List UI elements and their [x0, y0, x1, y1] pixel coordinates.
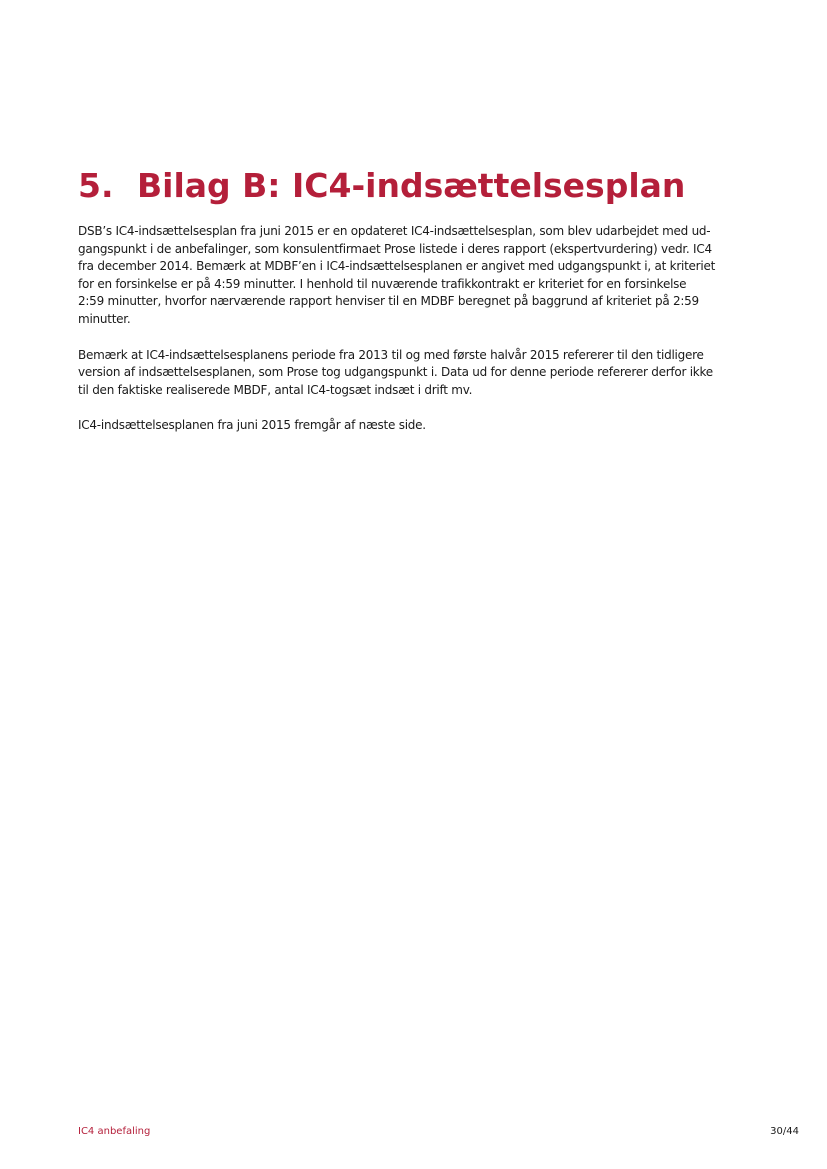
footer-page-number: 30/44: [770, 1126, 799, 1137]
text-line: DSB’s IC4-indsættelsesplan fra juni 2015 er en opdateret IC4-indsættelsesplan, som blev udarbejdet med ud-: [78, 224, 711, 238]
paragraph-1: [78, 223, 746, 329]
section-title: Bilag B: IC4-indsættelsesplan: [137, 166, 686, 205]
text-line: version af indsættelsesplanen, som Prose tog udgangspunkt i. Data ud for denne periode refererer derfor ikke: [78, 365, 713, 380]
text-line: 2:59 minutter, hvorfor nærværende rapport henviser til en MDBF beregnet på baggrund af kriteriet på 2:59: [78, 294, 699, 309]
text-line: til den faktiske realiserede MBDF, antal IC4-togsæt indsæt i drift mv.: [78, 382, 473, 397]
footer-document-title: IC4 anbefaling: [78, 1126, 151, 1137]
paragraph-3: [78, 417, 746, 435]
body-text: [78, 223, 746, 453]
paragraph-2: [78, 347, 746, 400]
text-line: fra december 2014. Bemærk at MDBF’en i IC4-indsættelsesplanen er angivet med udgangspunkt i, at kriteriet: [78, 259, 716, 274]
text-line: for en forsinkelse er på 4:59 minutter. I henhold til nuværende trafikkontrakt er kriteriet for en forsinkelse: [78, 276, 687, 291]
text-line: IC4-indsættelsesplanen fra juni 2015 fremgår af næste side.: [78, 418, 426, 433]
text-line: gangspunkt i de anbefalinger, som konsulentfirmaet Prose listede i deres rapport (ekspertvurdering) vedr. IC4: [78, 241, 712, 256]
section-number: 5.: [78, 166, 114, 205]
text-line: Bemærk at IC4-indsættelsesplanens periode fra 2013 til og med første halvår 2015 refererer til den tidligere: [78, 347, 704, 362]
section-heading: [78, 166, 685, 205]
text-line: minutter.: [78, 311, 131, 326]
